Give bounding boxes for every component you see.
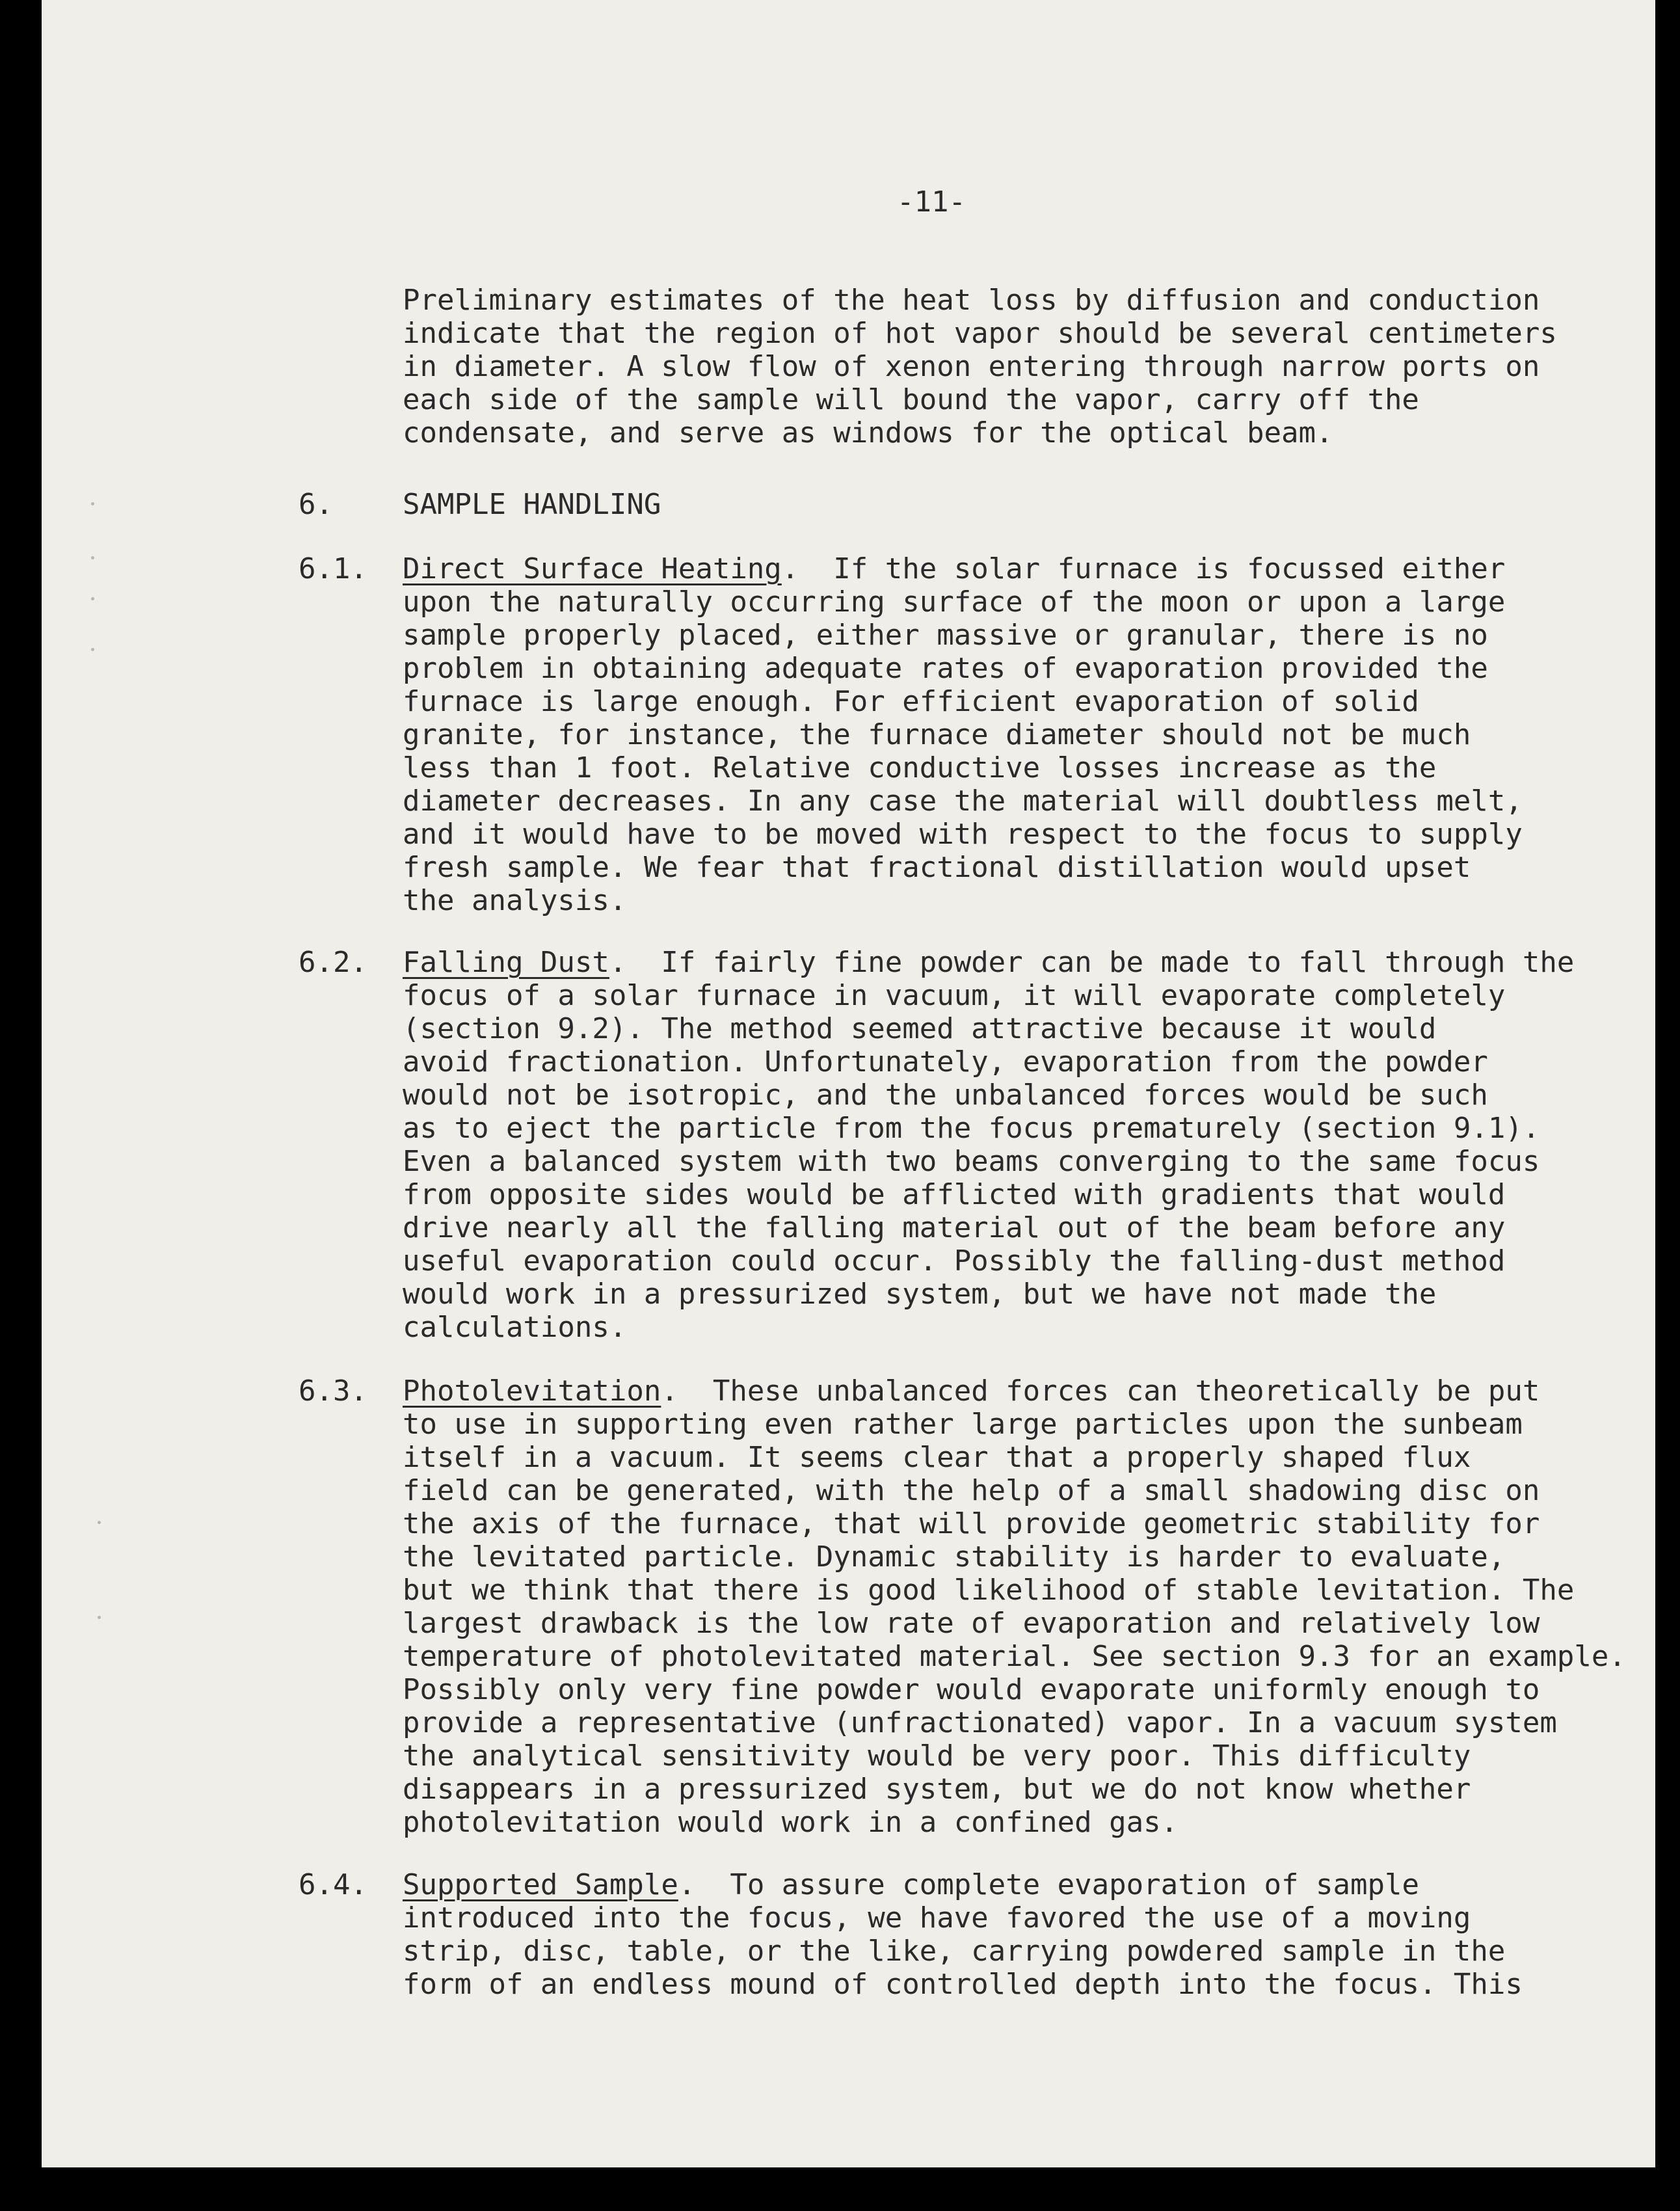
text-line: problem in obtaining adequate rates of evaporation provided the — [403, 652, 1488, 685]
text-line: furnace is large enough. For efficient evaporation of solid — [403, 685, 1419, 718]
first-line-text: If the solar furnace is focussed either — [799, 552, 1506, 585]
text-line: in diameter. A slow flow of xenon entering through narrow ports on — [403, 350, 1540, 383]
text-line: granite, for instance, the furnace diameter should not be much — [403, 718, 1471, 751]
first-line-text: These unbalanced forces can theoretically be put — [678, 1374, 1540, 1408]
text-line: the levitated particle. Dynamic stability is harder to evaluate, — [403, 1540, 1506, 1574]
subsection-number: 6.1. — [299, 552, 367, 585]
text-line: Even a balanced system with two beams converging to the same focus — [403, 1145, 1540, 1178]
text-line: calculations. — [403, 1311, 627, 1344]
page-number: -11- — [897, 185, 966, 219]
text-line: (section 9.2). The method seemed attractive because it would — [403, 1012, 1437, 1045]
subsection-heading: Photolevitation — [403, 1374, 661, 1408]
text-line: condensate, and serve as windows for the optical beam. — [403, 416, 1333, 449]
text-line: introduced into the focus, we have favored the use of a moving — [403, 1901, 1471, 1935]
text-line: Possibly only very fine powder would evaporate uniformly enough to — [403, 1673, 1540, 1706]
text-line: the analysis. — [403, 884, 627, 917]
text-line: indicate that the region of hot vapor should be several centimeters — [403, 317, 1557, 350]
subsection-number: 6.4. — [299, 1868, 367, 1901]
subsection-6-4 — [403, 1868, 1523, 2001]
text-line: each side of the sample will bound the vapor, carry off the — [403, 383, 1419, 416]
text-line: sample properly placed, either massive or granular, there is no — [403, 619, 1488, 652]
heading-punctuation: . — [661, 1374, 678, 1408]
subsection-heading: Direct Surface Heating — [403, 552, 782, 585]
margin-mark — [91, 597, 94, 600]
heading-punctuation: . — [678, 1868, 696, 1901]
first-line-text: If fairly fine powder can be made to fall through the — [626, 946, 1575, 979]
text-line: and it would have to be moved with respect to the focus to supply — [403, 818, 1523, 851]
text-line: the analytical sensitivity would be very poor. This difficulty — [403, 1739, 1471, 1773]
document-page — [42, 0, 1655, 2167]
text-line: diameter decreases. In any case the material will doubtless melt, — [403, 784, 1523, 818]
first-line — [403, 1868, 1523, 1901]
subsection-heading: Falling Dust — [403, 946, 609, 979]
text-line: from opposite sides would be afflicted with gradients that would — [403, 1178, 1506, 1211]
text-line: largest drawback is the low rate of evaporation and relatively low — [403, 1607, 1540, 1640]
text-line: avoid fractionation. Unfortunately, evaporation from the powder — [403, 1045, 1488, 1079]
text-line: Preliminary estimates of the heat loss by diffusion and conduction — [403, 284, 1540, 317]
section-title: SAMPLE HANDLING — [403, 488, 661, 521]
text-line: provide a representative (unfractionated) vapor. In a vacuum system — [403, 1706, 1557, 1739]
text-line: temperature of photolevitated material. See section 9.3 for an example. — [403, 1640, 1626, 1673]
subsection-number: 6.3. — [299, 1374, 367, 1408]
intro-paragraph — [403, 284, 1557, 449]
first-line — [403, 552, 1523, 585]
subsection-6-2 — [403, 946, 1574, 1344]
subsection-6-1 — [403, 552, 1523, 917]
text-line: but we think that there is good likelihood of stable levitation. The — [403, 1574, 1575, 1607]
margin-mark — [91, 556, 94, 559]
text-line: drive nearly all the falling material out of the beam before any — [403, 1211, 1506, 1244]
text-line: would work in a pressurized system, but we have not made the — [403, 1278, 1437, 1311]
text-line: would not be isotropic, and the unbalanced forces would be such — [403, 1079, 1488, 1112]
first-line-text: To assure complete evaporation of sample — [695, 1868, 1419, 1901]
text-line: form of an endless mound of controlled depth into the focus. This — [403, 1968, 1523, 2001]
text-line: the axis of the furnace, that will provide geometric stability for — [403, 1507, 1540, 1540]
text-line: as to eject the particle from the focus prematurely (section 9.1). — [403, 1112, 1540, 1145]
text-line: itself in a vacuum. It seems clear that a properly shaped flux — [403, 1441, 1471, 1474]
subsection-6-3 — [403, 1374, 1626, 1839]
margin-mark — [91, 648, 94, 651]
margin-mark — [98, 1521, 101, 1524]
margin-mark — [98, 1616, 101, 1619]
heading-punctuation: . — [609, 946, 627, 979]
text-line: field can be generated, with the help of a small shadowing disc on — [403, 1474, 1540, 1507]
text-line: useful evaporation could occur. Possibly the falling-dust method — [403, 1244, 1506, 1278]
section-number: 6. — [299, 488, 333, 521]
text-line: focus of a solar furnace in vacuum, it will evaporate completely — [403, 979, 1506, 1012]
text-line: upon the naturally occurring surface of the moon or upon a large — [403, 585, 1506, 619]
margin-mark — [91, 502, 94, 505]
subsection-heading: Supported Sample — [403, 1868, 678, 1901]
heading-punctuation: . — [781, 552, 799, 585]
text-line: fresh sample. We fear that fractional distillation would upset — [403, 851, 1471, 884]
text-line: to use in supporting even rather large particles upon the sunbeam — [403, 1408, 1523, 1441]
text-line: less than 1 foot. Relative conductive losses increase as the — [403, 751, 1437, 784]
first-line — [403, 946, 1574, 979]
first-line — [403, 1374, 1626, 1408]
text-line: disappears in a pressurized system, but we do not know whether — [403, 1773, 1471, 1806]
subsection-number: 6.2. — [299, 946, 367, 979]
text-line: photolevitation would work in a confined gas. — [403, 1806, 1179, 1839]
text-line: strip, disc, table, or the like, carrying powdered sample in the — [403, 1935, 1506, 1968]
